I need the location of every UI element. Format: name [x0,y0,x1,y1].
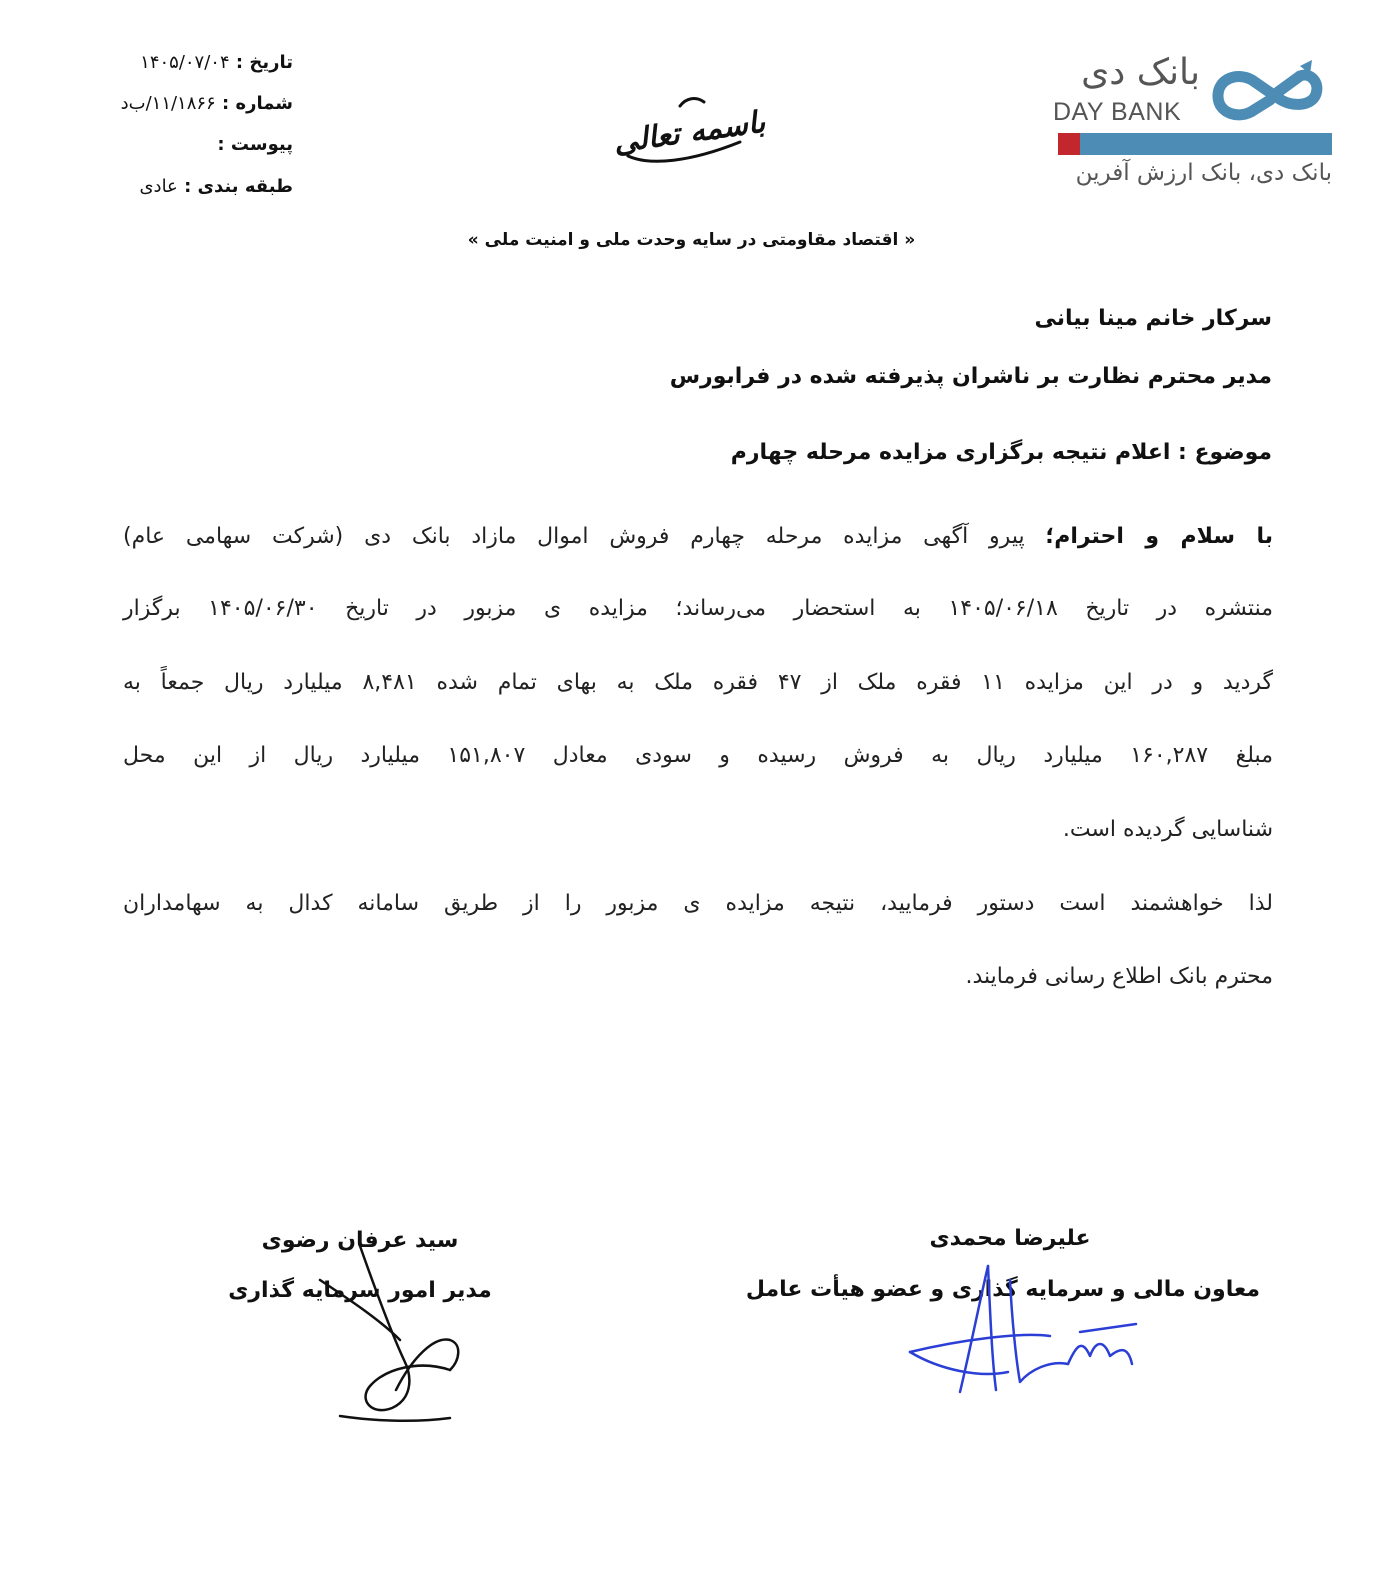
letter-subject: موضوع : اعلام نتیجه برگزاری مزایده مرحله چهارم [730,440,1272,465]
meta-classification-label: طبقه بندی : [184,176,293,197]
body-greeting: با سلام و احترام؛ [1045,524,1273,549]
signature-left-mark [300,1240,480,1430]
bank-logo-english-name: DAY BANK [1053,98,1182,126]
addressee-name: سرکار خانم مینا بیانی [1034,306,1272,331]
invocation-text: باسمه تعالی [611,104,768,161]
meta-number [121,93,293,114]
body-line-1-text: پیرو آگهی مزایده مرحله چهارم فروش اموال مازاد بانک دی (شرکت سهامی عام) [123,524,1025,549]
signatory-left-name: سید عرفان رضوی [261,1228,459,1253]
body-line-6: لذا خواهشمند است دستور فرمایید، نتیجه مزایده ی مزبور را از طریق سامانه کدال به سهامداران [123,891,1273,916]
bank-logo-red-bar [1058,133,1080,155]
invocation-calligraphy [611,92,768,172]
body-line-7: محترم بانک اطلاع رسانی فرمایند. [965,964,1273,989]
signature-right-mark [900,1260,1150,1400]
meta-number-label: شماره : [222,93,293,114]
body-line-2: منتشره در تاریخ ۱۴۰۵/۰۶/۱۸ به استحضار می‌رساند؛ مزایده ی مزبور در تاریخ ۱۴۰۵/۰۶/۳۰ برگزار [123,596,1273,621]
meta-attachment-label: پیوست : [217,134,293,155]
meta-attachment [217,134,293,155]
meta-classification [139,176,293,197]
body-line-3: گردید و در این مزایده ۱۱ فقره ملک از ۴۷ فقره ملک به بهای تمام شده ۸,۴۸۱ میلیارد ریال جمعاً به [123,670,1273,695]
body-line-1 [123,524,1273,549]
motto: « اقتصاد مقاومتی در سایه وحدت ملی و امنیت ملی » [467,230,916,250]
bank-logo-persian-name: بانک دی [1081,52,1200,93]
meta-number-value: ۱۱/۱۸۶۶/ب‌د [120,93,216,114]
body-line-5: شناسایی گردیده است. [1062,817,1273,842]
bank-logo-blue-bar [1080,133,1332,155]
signatory-left-title: مدیر امور سرمایه گذاری [228,1278,492,1303]
meta-date-label: تاریخ : [235,52,293,73]
addressee-title: مدیر محترم نظارت بر ناشران پذیرفته شده در فرابورس [669,364,1272,389]
signatory-right-title: معاون مالی و سرمایه گذاری و عضو هیأت عامل [745,1277,1260,1302]
signatory-right-name: علیرضا محمدی [929,1226,1091,1251]
meta-date-value: ۱۴۰۵/۰۷/۰۴ [140,52,230,73]
body-line-4: مبلغ ۱۶۰,۲۸۷ میلیارد ریال به فروش رسیده و سودی معادل ۱۵۱,۸۰۷ میلیارد ریال از این محل [123,743,1273,768]
bank-slogan: بانک دی، بانک ارزش آفرین [1075,160,1332,186]
meta-date [140,52,293,73]
meta-classification-value: عادی [139,176,178,197]
bank-logo-mark-icon [1208,58,1338,130]
